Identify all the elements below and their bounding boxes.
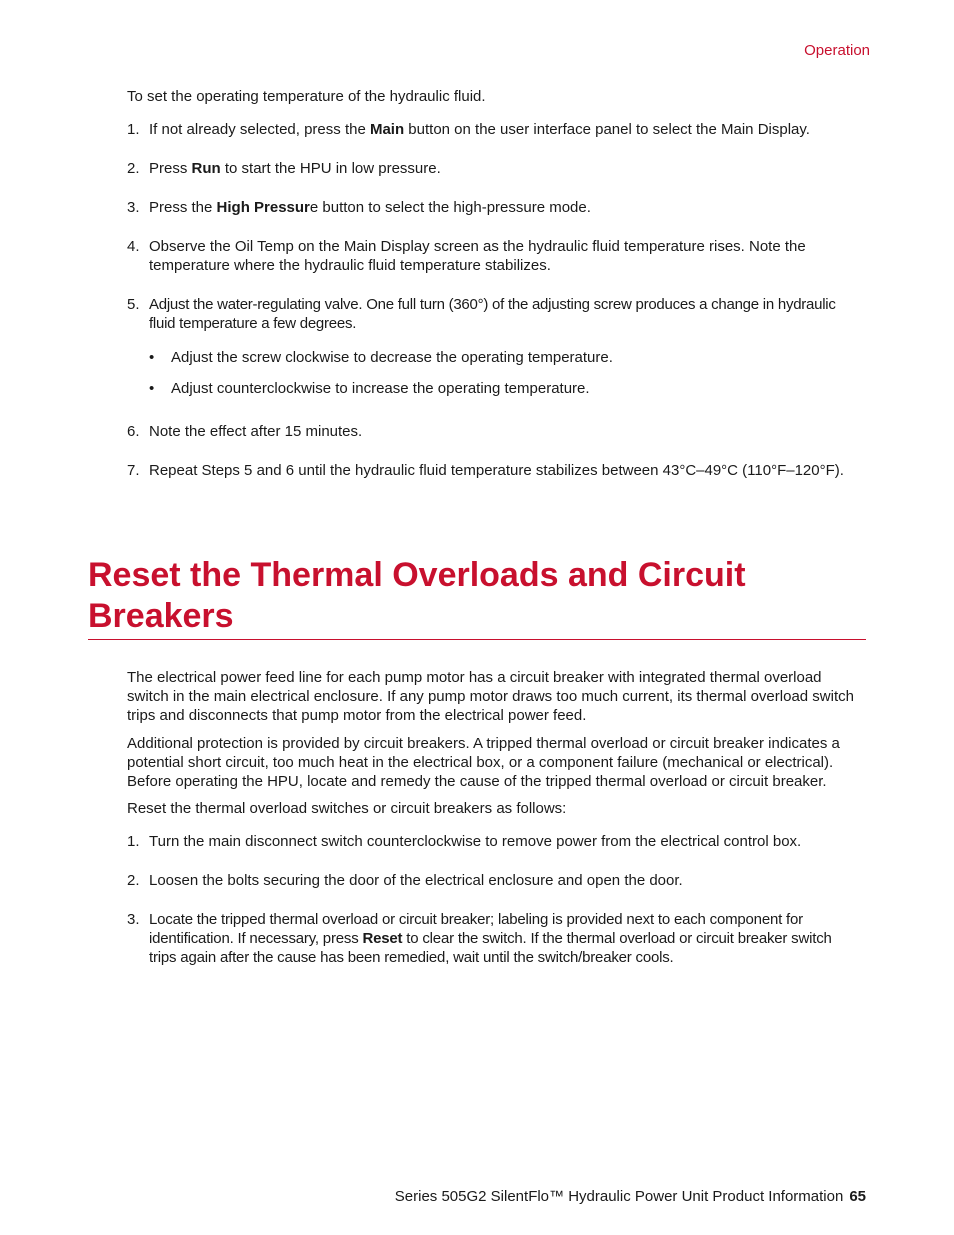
step-5: [127, 295, 867, 333]
step-text: Loosen the bolts securing the door of the electrical enclosure and open the door.: [149, 872, 683, 889]
step-number: 5.: [127, 296, 140, 313]
step-4: [127, 237, 867, 275]
step-number: 2.: [127, 872, 140, 889]
step-number: 7.: [127, 462, 140, 479]
step-text: Press the High Pressure button to select the high-pressure mode.: [149, 199, 591, 216]
heading-rule: [88, 639, 866, 640]
step-text: Observe the Oil Temp on the Main Display screen as the hydraulic fluid temperature rises. Note the temperature where the hydraulic fluid temperature stabilizes.: [149, 238, 806, 274]
step-3: [127, 198, 867, 217]
step-number: 3.: [127, 199, 140, 216]
step-number: 4.: [127, 238, 140, 255]
reset-step-2: [127, 871, 867, 890]
running-header-section: Operation: [804, 42, 870, 59]
page-number: 65: [849, 1188, 866, 1205]
paragraph-reset-intro: Reset the thermal overload switches or circuit breakers as follows:: [127, 800, 567, 817]
step-text: Adjust the water-regulating valve. One full turn (360°) of the adjusting screw produces a change in hydraulic fluid temperature a few degrees.: [149, 296, 836, 332]
step-1: [127, 120, 867, 139]
bullet-item: [127, 379, 867, 398]
reset-step-1: [127, 832, 867, 851]
step-text: Turn the main disconnect switch counterclockwise to remove power from the electrical control box.: [149, 833, 802, 850]
step-number: 1.: [127, 833, 140, 850]
bullet-text: Adjust the screw clockwise to decrease the operating temperature.: [171, 349, 613, 366]
step-text: If not already selected, press the Main button on the user interface panel to select the Main Display.: [149, 121, 810, 138]
step-text: Locate the tripped thermal overload or circuit breaker; labeling is provided next to each component for identification. If necessary, press Reset to clear the switch. If the thermal overload or circuit breaker switch trips again after the cause has been remedied, wait until the switch/breaker cools.: [149, 911, 832, 966]
step-text: Repeat Steps 5 and 6 until the hydraulic fluid temperature stabilizes between 43°C–49°C (110°F–120°F).: [149, 462, 844, 479]
reset-step-3: [127, 910, 867, 967]
step-number: 6.: [127, 423, 140, 440]
step-number: 3.: [127, 911, 140, 928]
step-text: Note the effect after 15 minutes.: [149, 423, 363, 440]
footer-title: Series 505G2 SilentFlo™ Hydraulic Power Unit Product Information: [394, 1188, 844, 1205]
paragraph-thermal-overload: The electrical power feed line for each pump motor has a circuit breaker with integrated thermal overload switch in the main electrical enclosure. If any pump motor draws too much current, its thermal overload switch trips and disconnects that pump motor from the electrical power feed.: [127, 669, 854, 724]
step-number: 1.: [127, 121, 140, 138]
step-2: [127, 159, 867, 178]
procedure-intro: To set the operating temperature of the hydraulic fluid.: [127, 88, 486, 105]
bullet-item: [127, 348, 867, 367]
paragraph-circuit-breakers: Additional protection is provided by circuit breakers. A tripped thermal overload or circuit breaker indicates a potential short circuit, too much heat in the electrical box, or a component failure (mechanical or electrical). Before operating the HPU, locate and remedy the cause of the tripped thermal overload or circuit breaker.: [127, 735, 840, 790]
step-7: [127, 461, 867, 480]
step-text: Press Run to start the HPU in low pressure.: [149, 160, 441, 177]
bullet-icon: •: [149, 380, 155, 397]
step-number: 2.: [127, 160, 140, 177]
step-6: [127, 422, 867, 441]
bullet-text: Adjust counterclockwise to increase the operating temperature.: [171, 380, 590, 397]
page-footer: [395, 1188, 866, 1205]
section-heading: Reset the Thermal Overloads and Circuit Breakers: [88, 556, 746, 635]
bullet-icon: •: [149, 349, 155, 366]
